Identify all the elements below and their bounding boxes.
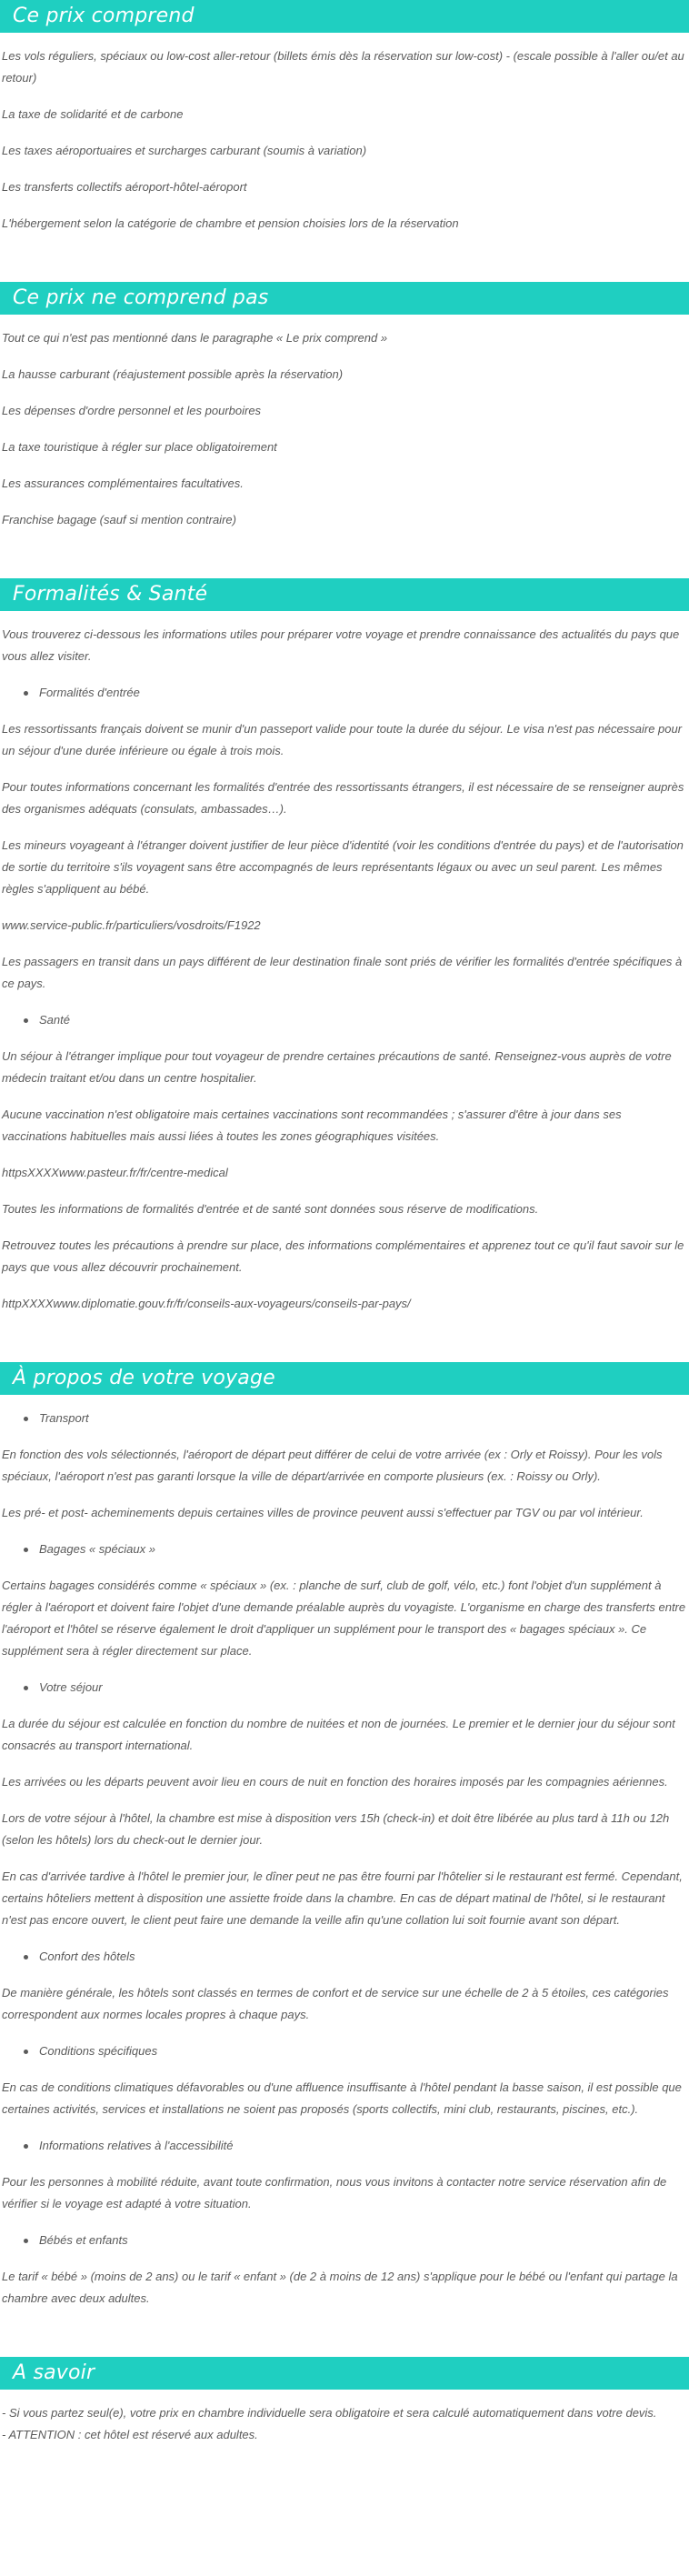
bullet-text: Conditions spécifiques	[39, 2044, 158, 2058]
paragraph: Les vols réguliers, spéciaux ou low-cost aller-retour (billets émis dès la réservation sur low-cost) - (escale possible à l'aller ou/et au retour)	[2, 49, 684, 85]
paragraph: - ATTENTION : cet hôtel est réservé aux adultes.	[2, 2428, 258, 2441]
paragraph: La durée du séjour est calculée en fonction du nombre de nuitées et non de journées. Le premier et le dernier jour du séjour sont consacrés au transport international.	[2, 1717, 675, 1752]
section-4	[0, 2357, 689, 2446]
bullet-subheading	[2, 1677, 687, 1699]
bullet-dot-icon	[24, 2239, 28, 2243]
section-header-bar	[0, 2357, 689, 2390]
bullet-dot-icon	[24, 1417, 28, 1421]
paragraph: Lors de votre séjour à l'hôtel, la chambre est mise à disposition vers 15h (check-in) et doit être libérée au plus tard à 11h ou 12h (selon les hôtels) lors du check-out le dernier jour.	[2, 1811, 670, 1847]
bullet-subheading	[2, 1009, 687, 1031]
paragraph: Les mineurs voyageant à l'étranger doivent justifier de leur pièce d'identité (voir les conditions d'entrée du pays) et de l'autorisation de sortie du territoire s'ils voyagent sans être accompagnés de leurs représentants légaux ou avec un seul parent. Les mêmes règles s'appliquent au bébé.	[2, 838, 684, 896]
section-content	[0, 624, 689, 1315]
paragraph: httpsXXXXwww.pasteur.fr/fr/centre-medical	[2, 1166, 228, 1179]
bullet-text: Santé	[39, 1013, 70, 1027]
bullet-dot-icon	[24, 691, 28, 696]
paragraph: Le tarif « bébé » (moins de 2 ans) ou le tarif « enfant » (de 2 à moins de 12 ans) s'applique pour le bébé ou l'enfant qui partage la chambre avec deux adultes.	[2, 2270, 678, 2305]
bullet-text: Confort des hôtels	[39, 1950, 135, 1963]
paragraph: Un séjour à l'étranger implique pour tout voyageur de prendre certaines précautions de santé. Renseignez-vous auprès de votre médecin traitant et/ou dans un centre hospitalier.	[2, 1049, 672, 1085]
bullet-text: Votre séjour	[39, 1680, 103, 1694]
section-title: Ce prix ne comprend pas	[13, 286, 269, 309]
paragraph: La taxe de solidarité et de carbone	[2, 107, 184, 121]
paragraph: Les passagers en transit dans un pays différent de leur destination finale sont priés de vérifier les formalités d'entrée spécifiques à ce pays.	[2, 955, 683, 990]
paragraph: - Si vous partez seul(e), votre prix en chambre individuelle sera obligatoire et sera calculé automatiquement dans votre devis.	[2, 2406, 657, 2420]
paragraph: L'hébergement selon la catégorie de chambre et pension choisies lors de la réservation	[2, 216, 459, 230]
section-title: Ce prix comprend	[13, 5, 195, 27]
paragraph: Les pré- et post- acheminements depuis certaines villes de province peuvent aussi s'effectuer par TGV ou par vol intérieur.	[2, 1506, 644, 1519]
bullet-dot-icon	[24, 2050, 28, 2054]
bullet-subheading	[2, 1946, 687, 1968]
section-header-bar	[0, 0, 689, 33]
bullet-text: Bébés et enfants	[39, 2233, 128, 2247]
bullet-dot-icon	[24, 2144, 28, 2149]
paragraph: Les taxes aéroportuaires et surcharges carburant (soumis à variation)	[2, 144, 367, 157]
paragraph: La hausse carburant (réajustement possible après la réservation)	[2, 367, 344, 381]
bullet-dot-icon	[24, 1955, 28, 1960]
paragraph: En cas d'arrivée tardive à l'hôtel le premier jour, le dîner peut ne pas être fourni par l'hôtelier si le restaurant est fermé. Cependant, certains hôteliers mettent à disposition une assiette froide dans la chambre. En cas de départ matinal de l'hôtel, si le restaurant n'est pas encore ouvert, le client peut faire une demande la veille afin qu'une collation lui soit fournie avant son départ.	[2, 1869, 683, 1927]
bullet-subheading	[2, 2040, 687, 2062]
section-0	[0, 0, 689, 235]
section-content	[0, 2402, 689, 2446]
bullet-text: Formalités d'entrée	[39, 686, 140, 699]
paragraph: httpXXXXwww.diplomatie.gouv.fr/fr/conseils-aux-voyageurs/conseils-par-pays/	[2, 1297, 411, 1310]
paragraph: Les assurances complémentaires facultatives.	[2, 476, 244, 490]
section-2	[0, 578, 689, 1315]
bullet-text: Bagages « spéciaux »	[39, 1542, 155, 1556]
paragraph: Pour toutes informations concernant les formalités d'entrée des ressortissants étrangers, il est nécessaire de se renseigner auprès des organismes adéquats (consulats, ambassades…).	[2, 780, 684, 816]
bullet-subheading	[2, 2230, 687, 2251]
paragraph: Franchise bagage (sauf si mention contraire)	[2, 513, 236, 526]
bullet-subheading	[2, 1539, 687, 1560]
bullet-dot-icon	[24, 1018, 28, 1023]
bullet-dot-icon	[24, 1548, 28, 1552]
section-1	[0, 282, 689, 531]
paragraph: Certains bagages considérés comme « spéciaux » (ex. : planche de surf, club de golf, vélo, etc.) font l'objet d'un supplément à régler à l'aéroport et doivent faire l'objet d'une demande préalable auprès du voyagiste. L'organisme en charge des transferts entre l'aéroport et l'hôtel se réserve également le droit d'appliquer un supplément pour le transport des « bagages spéciaux ». Ce supplément sera à régler directement sur place.	[2, 1579, 686, 1658]
section-header-bar	[0, 1362, 689, 1395]
paragraph: En fonction des vols sélectionnés, l'aéroport de départ peut différer de celui de votre arrivée (ex : Orly et Roissy). Pour les vols spéciaux, l'aéroport n'est pas garanti lorsque la ville de départ/arrivée en comporte plusieurs (ex. : Roissy ou Orly).	[2, 1448, 663, 1483]
bullet-subheading	[2, 682, 687, 704]
paragraph: La taxe touristique à régler sur place obligatoirement	[2, 440, 277, 454]
section-header-bar	[0, 578, 689, 611]
paragraph: En cas de conditions climatiques défavorables ou d'une affluence insuffisante à l'hôtel pendant la basse saison, il est possible que certaines activités, services et installations ne soient pas proposés (sports collectifs, mini club, restaurants, piscines, etc.).	[2, 2080, 682, 2116]
bullet-dot-icon	[24, 1686, 28, 1690]
paragraph: Les transferts collectifs aéroport-hôtel-aéroport	[2, 180, 247, 194]
paragraph: Vous trouverez ci-dessous les informations utiles pour préparer votre voyage et prendre connaissance des actualités du pays que vous allez visiter.	[2, 627, 680, 663]
paragraph: Tout ce qui n'est pas mentionné dans le paragraphe « Le prix comprend »	[2, 331, 388, 345]
bullet-text: Transport	[39, 1411, 89, 1425]
paragraph: Aucune vaccination n'est obligatoire mais certaines vaccinations sont recommandées ; s'assurer d'être à jour dans ses vaccinations habituelles mais aussi liées à toutes les zones géographiques visitées.	[2, 1108, 622, 1143]
section-header-bar	[0, 282, 689, 315]
section-3	[0, 1362, 689, 2310]
paragraph: Les ressortissants français doivent se munir d'un passeport valide pour toute la durée du séjour. Le visa n'est pas nécessaire pour un séjour d'une durée inférieure ou égale à trois mois.	[2, 722, 683, 757]
paragraph: Pour les personnes à mobilité réduite, avant toute confirmation, nous vous invitons à contacter notre service réservation afin de vérifier si le voyage est adapté à votre situation.	[2, 2175, 667, 2210]
section-title: À propos de votre voyage	[13, 1367, 275, 1389]
bullet-subheading	[2, 2135, 687, 2157]
paragraph: De manière générale, les hôtels sont classés en termes de confort et de service sur une échelle de 2 à 5 étoiles, ces catégories correspondent aux normes locales propres à chaque pays.	[2, 1986, 669, 2021]
bullet-text: Informations relatives à l'accessibilité	[39, 2139, 234, 2152]
bullet-subheading	[2, 1408, 687, 1429]
paragraph: www.service-public.fr/particuliers/vosdroits/F1922	[2, 918, 261, 932]
section-content	[0, 1408, 689, 2310]
section-content	[0, 45, 689, 235]
paragraph: Toutes les informations de formalités d'entrée et de santé sont données sous réserve de modifications.	[2, 1202, 539, 1216]
paragraph: Retrouvez toutes les précautions à prendre sur place, des informations complémentaires et apprenez tout ce qu'il faut savoir sur le pays que vous allez découvrir prochainement.	[2, 1238, 684, 1274]
section-title: Formalités & Santé	[13, 583, 208, 606]
paragraph: Les arrivées ou les départs peuvent avoir lieu en cours de nuit en fonction des horaires imposés par les compagnies aériennes.	[2, 1775, 668, 1789]
paragraph: Les dépenses d'ordre personnel et les pourboires	[2, 404, 262, 417]
section-title: A savoir	[13, 2361, 95, 2384]
section-content	[0, 327, 689, 531]
